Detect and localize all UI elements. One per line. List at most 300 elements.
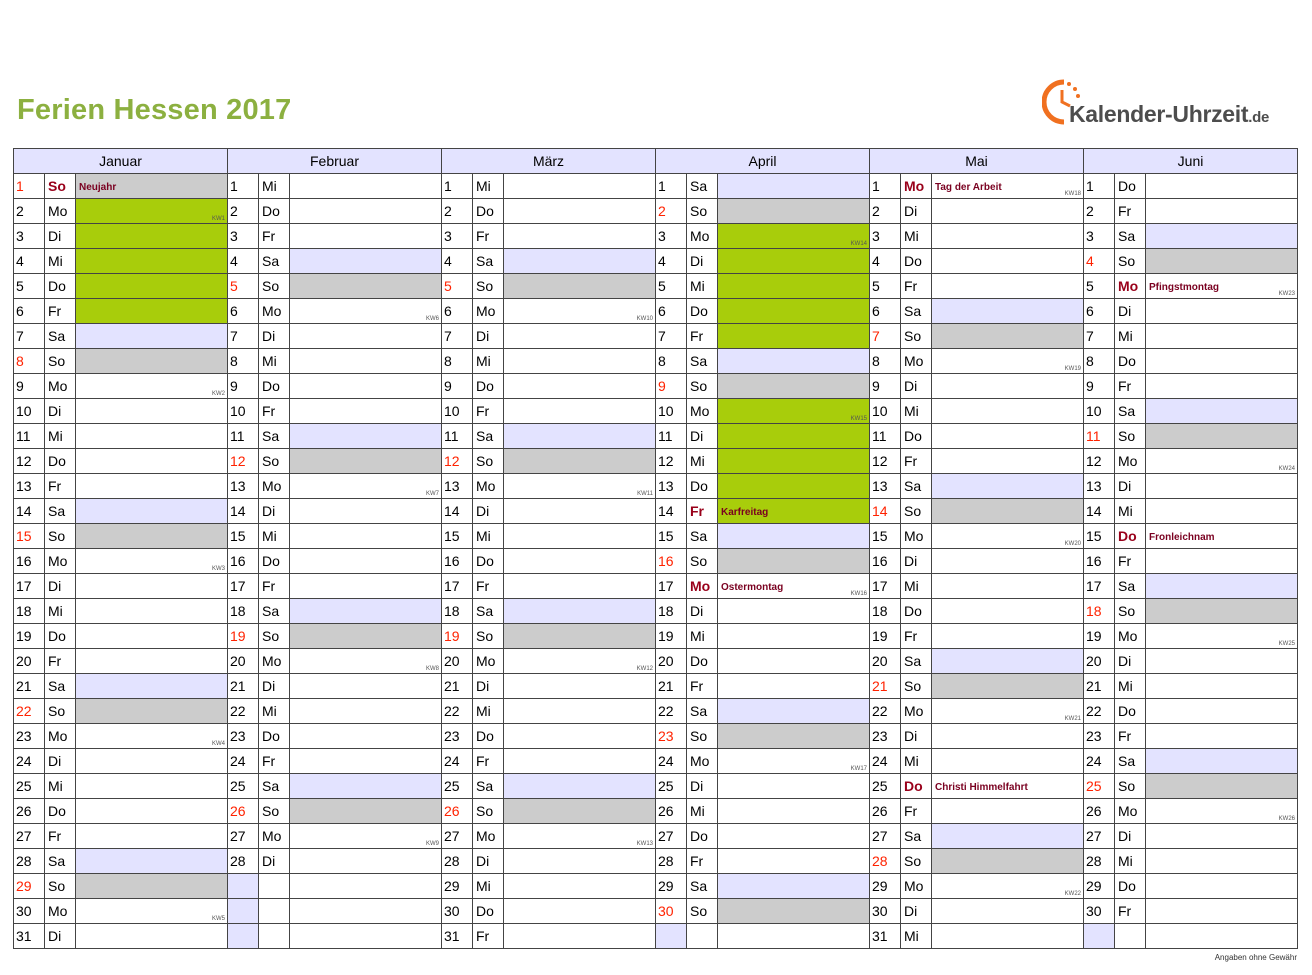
day-note: [290, 624, 442, 649]
day-note: [504, 299, 656, 324]
day-number: 14: [442, 499, 473, 524]
weekday: Di: [473, 849, 504, 874]
day-note: [504, 774, 656, 799]
day-note: [76, 574, 228, 599]
weekday: Mi: [687, 449, 718, 474]
weekday: Mi: [473, 174, 504, 199]
day-note: [504, 749, 656, 774]
month-header: April: [656, 149, 870, 174]
day-note: [76, 749, 228, 774]
day-note: [1146, 424, 1298, 449]
weekday: Di: [45, 924, 76, 949]
weekday: So: [259, 799, 290, 824]
weekday: Sa: [687, 874, 718, 899]
weekday: Do: [1115, 174, 1146, 199]
weekday: Mi: [45, 249, 76, 274]
weekday: Mi: [259, 524, 290, 549]
weekday: Sa: [473, 249, 504, 274]
day-note: [932, 424, 1084, 449]
day-number: 22: [442, 699, 473, 724]
weekday: Do: [687, 474, 718, 499]
weekday: Di: [1115, 649, 1146, 674]
day-number: 26: [442, 799, 473, 824]
day-note: [290, 849, 442, 874]
day-number: 14: [870, 499, 901, 524]
weekday: Mo: [901, 524, 932, 549]
weekday: Fr: [259, 224, 290, 249]
weekday: Mi: [473, 699, 504, 724]
weekday: Di: [901, 199, 932, 224]
day-note: [932, 899, 1084, 924]
empty-cell: [259, 924, 290, 949]
calendar-row: [14, 924, 1298, 949]
day-note: [932, 724, 1084, 749]
day-number: 23: [14, 724, 45, 749]
weekday: Mo: [901, 174, 932, 199]
weekday: Fr: [1115, 374, 1146, 399]
empty-cell: [228, 924, 259, 949]
day-note: [76, 524, 228, 549]
weekday: Do: [473, 724, 504, 749]
day-number: 27: [1084, 824, 1115, 849]
week-number: KW13: [636, 841, 653, 847]
day-number: 7: [442, 324, 473, 349]
day-note: [76, 174, 228, 199]
day-number: 2: [228, 199, 259, 224]
day-note: [290, 199, 442, 224]
weekday: Mi: [45, 774, 76, 799]
day-number: 20: [1084, 649, 1115, 674]
day-note: [718, 324, 870, 349]
week-number: KW16: [850, 591, 867, 597]
day-number: 1: [442, 174, 473, 199]
calendar-row: [14, 749, 1298, 774]
weekday: So: [1115, 249, 1146, 274]
day-note: [76, 599, 228, 624]
day-note: [504, 174, 656, 199]
day-note: [290, 799, 442, 824]
weekday: Sa: [1115, 574, 1146, 599]
day-note: [1146, 224, 1298, 249]
weekday: Mo: [901, 699, 932, 724]
day-number: 25: [228, 774, 259, 799]
calendar-row: [14, 349, 1298, 374]
day-number: 21: [1084, 674, 1115, 699]
day-number: 8: [14, 349, 45, 374]
weekday: Fr: [473, 749, 504, 774]
weekday: Do: [687, 649, 718, 674]
day-number: 15: [1084, 524, 1115, 549]
day-note: [290, 724, 442, 749]
day-note: [290, 649, 442, 674]
day-note: [504, 274, 656, 299]
weekday: Sa: [1115, 399, 1146, 424]
week-number: KW4: [211, 741, 225, 747]
weekday: Do: [473, 374, 504, 399]
day-number: 4: [228, 249, 259, 274]
day-number: 13: [1084, 474, 1115, 499]
weekday: Mi: [687, 274, 718, 299]
day-number: 14: [656, 499, 687, 524]
day-number: 16: [14, 549, 45, 574]
day-number: 16: [442, 549, 473, 574]
day-note: [718, 474, 870, 499]
weekday: Fr: [473, 924, 504, 949]
day-number: 27: [442, 824, 473, 849]
day-number: 16: [870, 549, 901, 574]
day-note: [76, 724, 228, 749]
weekday: So: [473, 274, 504, 299]
weekday: So: [901, 849, 932, 874]
weekday: Fr: [901, 799, 932, 824]
weekday: Di: [901, 899, 932, 924]
day-number: 25: [442, 774, 473, 799]
day-note: [932, 524, 1084, 549]
day-note: [932, 299, 1084, 324]
day-number: 10: [870, 399, 901, 424]
day-note: [290, 249, 442, 274]
weekday: Di: [687, 424, 718, 449]
day-number: 19: [442, 624, 473, 649]
day-note: [504, 824, 656, 849]
day-note: [1146, 899, 1298, 924]
day-note: [504, 674, 656, 699]
day-note: [718, 424, 870, 449]
day-number: 23: [870, 724, 901, 749]
day-number: 17: [656, 574, 687, 599]
day-number: 20: [14, 649, 45, 674]
day-note: [76, 274, 228, 299]
day-note: [76, 199, 228, 224]
day-note: [290, 224, 442, 249]
weekday: Fr: [1115, 899, 1146, 924]
day-number: 29: [14, 874, 45, 899]
day-note: [504, 374, 656, 399]
weekday: Sa: [45, 674, 76, 699]
calendar-row: [14, 374, 1298, 399]
week-number: KW22: [1064, 891, 1081, 897]
month-header: Mai: [870, 149, 1084, 174]
day-note: [718, 449, 870, 474]
day-number: 23: [442, 724, 473, 749]
day-number: 20: [870, 649, 901, 674]
weekday: Do: [1115, 349, 1146, 374]
day-note: [504, 874, 656, 899]
day-note: [290, 574, 442, 599]
day-number: 25: [870, 774, 901, 799]
day-number: 6: [14, 299, 45, 324]
empty-cell: [228, 899, 259, 924]
day-note: [504, 249, 656, 274]
day-number: 7: [656, 324, 687, 349]
weekday: Sa: [901, 299, 932, 324]
day-number: 1: [1084, 174, 1115, 199]
day-note: [504, 599, 656, 624]
weekday: Fr: [473, 574, 504, 599]
weekday: Mi: [1115, 499, 1146, 524]
day-number: 3: [656, 224, 687, 249]
weekday: Mo: [687, 224, 718, 249]
weekday: Fr: [1115, 724, 1146, 749]
weekday: Di: [473, 499, 504, 524]
day-number: 8: [228, 349, 259, 374]
weekday: Mi: [901, 574, 932, 599]
day-number: 8: [656, 349, 687, 374]
weekday: Sa: [687, 349, 718, 374]
day-note: [1146, 674, 1298, 699]
day-number: 21: [14, 674, 45, 699]
empty-cell: [718, 924, 870, 949]
day-note: [504, 799, 656, 824]
day-note: [504, 474, 656, 499]
day-note: [932, 824, 1084, 849]
weekday: Di: [45, 399, 76, 424]
day-number: 29: [870, 874, 901, 899]
weekday: Mi: [1115, 849, 1146, 874]
weekday: Do: [687, 299, 718, 324]
weekday: Mi: [1115, 324, 1146, 349]
day-number: 18: [870, 599, 901, 624]
weekday: Di: [687, 599, 718, 624]
day-note: [718, 624, 870, 649]
weekday: Sa: [687, 524, 718, 549]
weekday: Mo: [901, 349, 932, 374]
day-note: [932, 249, 1084, 274]
weekday: Do: [1115, 874, 1146, 899]
weekday: Fr: [45, 299, 76, 324]
weekday: Do: [473, 549, 504, 574]
weekday: Mi: [687, 624, 718, 649]
weekday: Di: [45, 749, 76, 774]
weekday: Mo: [473, 649, 504, 674]
weekday: Sa: [473, 424, 504, 449]
weekday: Di: [687, 249, 718, 274]
day-note: [932, 374, 1084, 399]
weekday: Fr: [901, 274, 932, 299]
weekday: Fr: [259, 399, 290, 424]
week-number: KW20: [1064, 541, 1081, 547]
day-number: 9: [14, 374, 45, 399]
day-number: 24: [228, 749, 259, 774]
day-note: [76, 374, 228, 399]
day-note: [932, 849, 1084, 874]
weekday: Sa: [259, 599, 290, 624]
day-number: 13: [442, 474, 473, 499]
day-number: 31: [870, 924, 901, 949]
day-note: [1146, 799, 1298, 824]
day-note: [76, 474, 228, 499]
day-note: [504, 624, 656, 649]
weekday: Mo: [687, 399, 718, 424]
day-note: [718, 349, 870, 374]
day-note: [290, 449, 442, 474]
day-number: 5: [1084, 274, 1115, 299]
empty-cell: [259, 874, 290, 899]
day-note: [76, 549, 228, 574]
day-note: [504, 899, 656, 924]
day-note: [932, 499, 1084, 524]
calendar-row: [14, 299, 1298, 324]
day-note: [932, 174, 1084, 199]
day-number: 24: [442, 749, 473, 774]
page-title: Ferien Hessen 2017: [17, 94, 292, 126]
day-number: 21: [656, 674, 687, 699]
day-note: [76, 649, 228, 674]
day-number: 1: [870, 174, 901, 199]
day-note: [504, 449, 656, 474]
day-number: 29: [442, 874, 473, 899]
day-number: 8: [442, 349, 473, 374]
day-note: [290, 674, 442, 699]
day-note: [1146, 474, 1298, 499]
day-note: [290, 599, 442, 624]
day-number: 10: [442, 399, 473, 424]
weekday: Mo: [45, 374, 76, 399]
weekday: Do: [45, 274, 76, 299]
week-number: KW1: [211, 216, 225, 222]
day-note: [76, 324, 228, 349]
day-note: [1146, 724, 1298, 749]
weekday: So: [259, 449, 290, 474]
weekday: Mo: [473, 824, 504, 849]
day-note: [290, 274, 442, 299]
day-number: 22: [14, 699, 45, 724]
calendar-row: [14, 799, 1298, 824]
day-note: [1146, 524, 1298, 549]
weekday: Fr: [259, 574, 290, 599]
day-number: 27: [228, 824, 259, 849]
day-note: [504, 224, 656, 249]
day-number: 16: [228, 549, 259, 574]
week-number: KW3: [211, 566, 225, 572]
weekday: Do: [259, 374, 290, 399]
day-note: [932, 574, 1084, 599]
empty-cell: [1084, 924, 1115, 949]
day-note: [76, 924, 228, 949]
day-number: 4: [14, 249, 45, 274]
day-number: 28: [228, 849, 259, 874]
weekday: So: [45, 874, 76, 899]
weekday: Mi: [259, 349, 290, 374]
day-number: 3: [442, 224, 473, 249]
weekday: So: [473, 624, 504, 649]
day-note: [1146, 749, 1298, 774]
day-number: 11: [228, 424, 259, 449]
day-number: 6: [442, 299, 473, 324]
day-note: [932, 649, 1084, 674]
day-note: [932, 599, 1084, 624]
weekday: Do: [473, 899, 504, 924]
weekday: Di: [45, 574, 76, 599]
day-number: 17: [228, 574, 259, 599]
day-number: 5: [656, 274, 687, 299]
day-number: 23: [1084, 724, 1115, 749]
day-number: 21: [870, 674, 901, 699]
day-number: 14: [14, 499, 45, 524]
empty-cell: [290, 899, 442, 924]
logo-text: Kalender-Uhrzeit.de: [1069, 101, 1270, 127]
day-number: 8: [1084, 349, 1115, 374]
holiday-label: Neujahr: [79, 182, 117, 193]
day-note: [504, 324, 656, 349]
weekday: Mi: [259, 174, 290, 199]
day-note: [504, 524, 656, 549]
week-number: KW23: [1278, 291, 1295, 297]
weekday: Fr: [259, 749, 290, 774]
day-note: [932, 674, 1084, 699]
day-number: 4: [1084, 249, 1115, 274]
weekday: So: [901, 674, 932, 699]
day-note: [718, 599, 870, 624]
day-note: [76, 249, 228, 274]
day-number: 20: [442, 649, 473, 674]
day-note: [718, 399, 870, 424]
week-number: KW11: [637, 491, 653, 497]
day-note: [1146, 374, 1298, 399]
day-note: [290, 824, 442, 849]
day-note: [290, 324, 442, 349]
day-note: [718, 649, 870, 674]
week-number: KW26: [1278, 816, 1295, 822]
day-note: [718, 824, 870, 849]
day-number: 10: [656, 399, 687, 424]
calendar-row: [14, 499, 1298, 524]
weekday: So: [901, 324, 932, 349]
day-number: 18: [1084, 599, 1115, 624]
day-number: 13: [656, 474, 687, 499]
weekday: Mi: [473, 349, 504, 374]
weekday: Mo: [259, 299, 290, 324]
weekday: Mi: [901, 749, 932, 774]
day-note: [76, 699, 228, 724]
day-number: 11: [656, 424, 687, 449]
weekday: Do: [259, 549, 290, 574]
weekday: Sa: [259, 424, 290, 449]
disclaimer: Angaben ohne Gewähr: [1214, 953, 1297, 962]
day-number: 7: [1084, 324, 1115, 349]
day-number: 28: [442, 849, 473, 874]
day-number: 17: [442, 574, 473, 599]
day-note: [76, 424, 228, 449]
day-note: [290, 349, 442, 374]
calendar-table: [13, 148, 1298, 949]
weekday: Mo: [1115, 274, 1146, 299]
week-number: KW18: [1064, 191, 1081, 197]
day-number: 30: [870, 899, 901, 924]
calendar-row: [14, 624, 1298, 649]
day-note: [1146, 449, 1298, 474]
day-note: [932, 699, 1084, 724]
weekday: Di: [259, 499, 290, 524]
month-header-row: [14, 149, 1298, 174]
weekday: Di: [1115, 299, 1146, 324]
calendar-row: [14, 724, 1298, 749]
weekday: Do: [473, 199, 504, 224]
day-number: 4: [870, 249, 901, 274]
weekday: Mi: [473, 874, 504, 899]
day-note: [1146, 824, 1298, 849]
day-note: [718, 299, 870, 324]
weekday: Do: [687, 824, 718, 849]
day-number: 19: [870, 624, 901, 649]
empty-cell: [687, 924, 718, 949]
day-note: [504, 549, 656, 574]
weekday: Sa: [901, 649, 932, 674]
weekday: Di: [1115, 474, 1146, 499]
weekday: Do: [901, 599, 932, 624]
day-note: [1146, 299, 1298, 324]
weekday: Sa: [45, 499, 76, 524]
